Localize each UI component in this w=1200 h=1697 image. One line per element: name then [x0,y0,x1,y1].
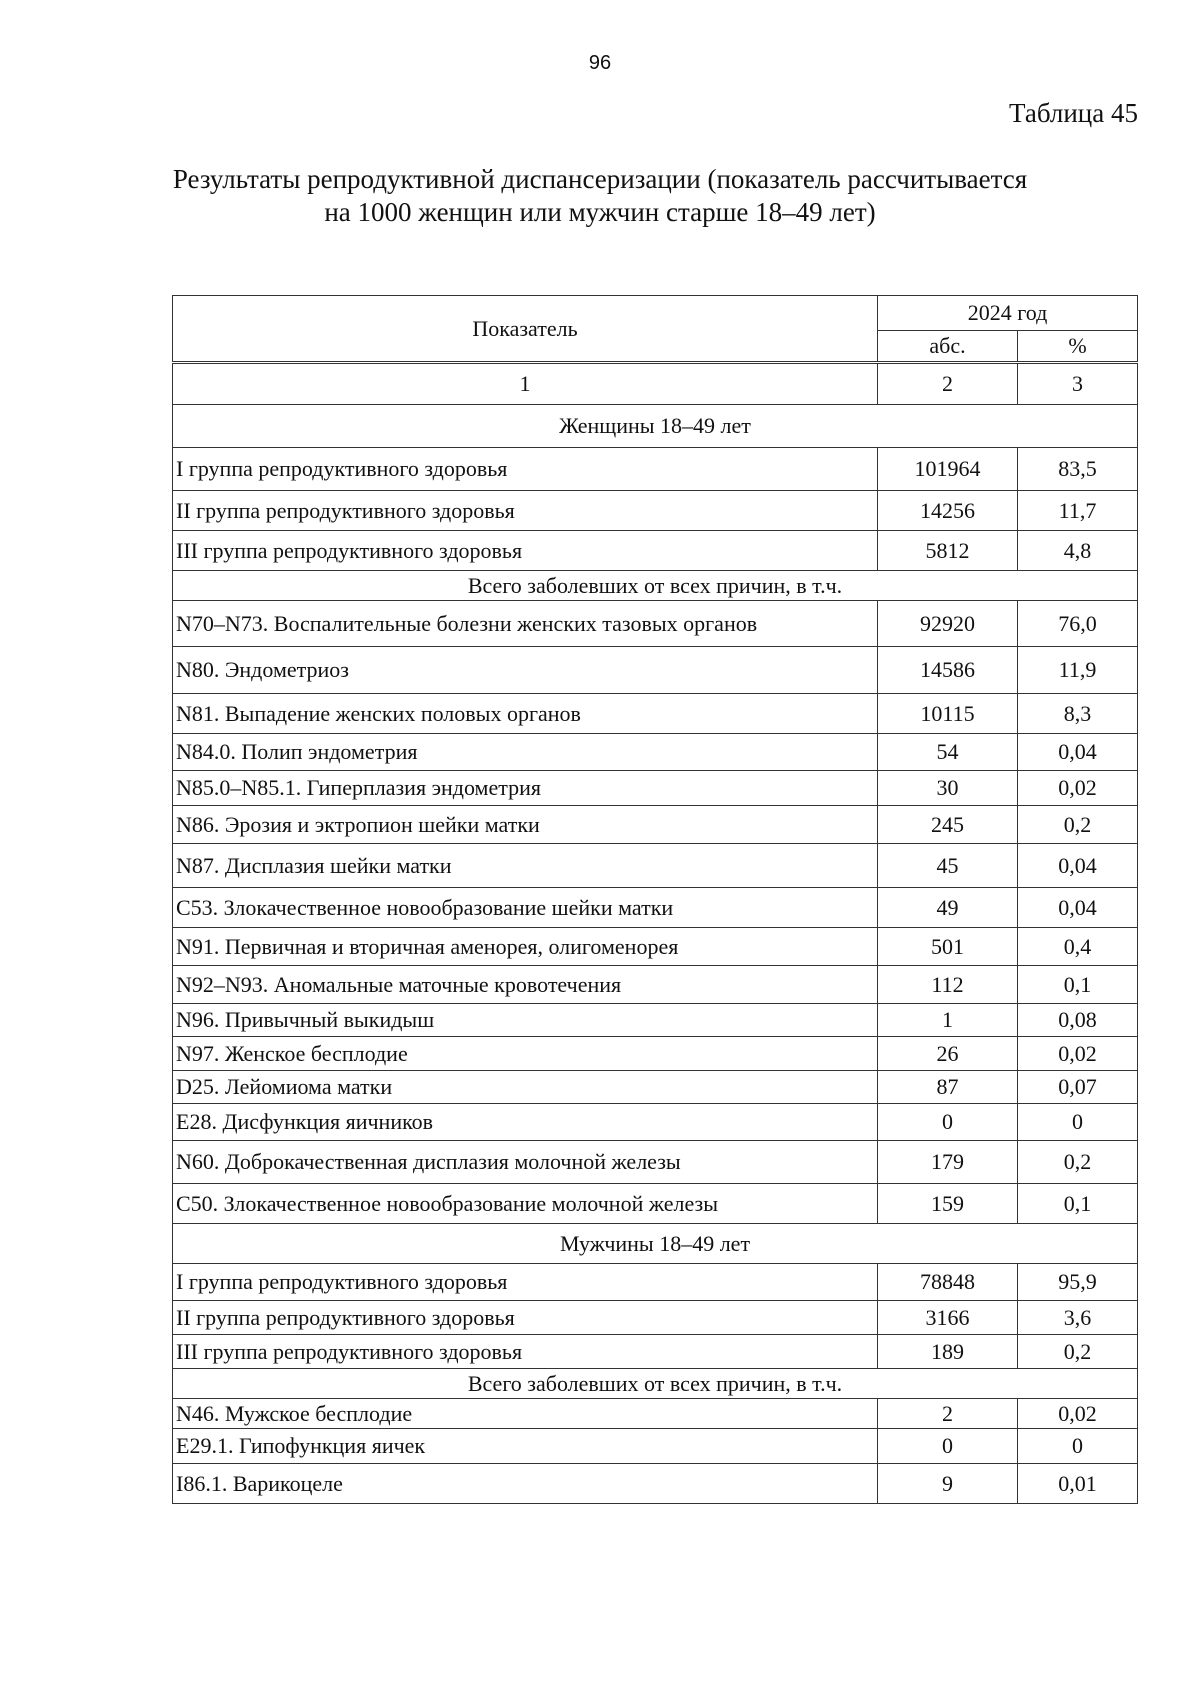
indicator-cell: N46. Мужское бесплодие [173,1399,878,1429]
abs-cell: 54 [878,734,1018,771]
table-row [173,888,1138,928]
pct-cell: 0,1 [1018,1184,1138,1224]
indicator-cell: N84.0. Полип эндометрия [173,734,878,771]
pct-cell: 0 [1018,1429,1138,1464]
indicator-cell: N96. Привычный выкидыш [173,1004,878,1037]
table-row [173,1037,1138,1071]
pct-cell: 0,2 [1018,806,1138,844]
indicator-cell: III группа репродуктивного здоровья [173,531,878,571]
indicator-cell: I группа репродуктивного здоровья [173,1264,878,1301]
pct-cell: 0,04 [1018,888,1138,928]
pct-cell: 76,0 [1018,601,1138,647]
pct-cell: 95,9 [1018,1264,1138,1301]
table-row [173,1429,1138,1464]
results-table [172,295,1138,1504]
abs-cell: 14256 [878,491,1018,531]
pct-cell: 8,3 [1018,694,1138,734]
table-title-line-1: Результаты репродуктивной диспансеризации (показатель рассчитывается [172,164,1028,194]
pct-cell: 0,07 [1018,1071,1138,1104]
abs-cell: 5812 [878,531,1018,571]
indicator-cell: I86.1. Варикоцеле [173,1464,878,1504]
pct-cell: 0,02 [1018,1037,1138,1071]
abs-cell: 87 [878,1071,1018,1104]
indicator-cell: N80. Эндометриоз [173,647,878,694]
pct-cell: 0,01 [1018,1464,1138,1504]
indicator-cell: N85.0–N85.1. Гиперплазия эндометрия [173,771,878,806]
table-row [173,1004,1138,1037]
indicator-cell: E29.1. Гипофункция яичек [173,1429,878,1464]
indicator-cell: III группа репродуктивного здоровья [173,1335,878,1369]
table-row [173,1301,1138,1335]
table-title-line-2: на 1000 женщин или мужчин старше 18–49 лет) [324,197,876,227]
abs-cell: 30 [878,771,1018,806]
women-diseases [173,601,1138,1224]
abs-cell: 501 [878,928,1018,966]
indicator-cell: C50. Злокачественное новообразование молочной железы [173,1184,878,1224]
abs-cell: 101964 [878,448,1018,491]
indicator-cell: II группа репродуктивного здоровья [173,491,878,531]
indicator-cell: I группа репродуктивного здоровья [173,448,878,491]
table-row [173,448,1138,491]
abs-cell: 179 [878,1141,1018,1184]
header-indicator: Показатель [173,296,878,363]
pct-cell: 0,2 [1018,1335,1138,1369]
abs-cell: 14586 [878,647,1018,694]
column-number-1: 1 [173,363,878,405]
pct-cell: 0,4 [1018,928,1138,966]
table-row [173,1141,1138,1184]
abs-cell: 26 [878,1037,1018,1071]
table-row [173,647,1138,694]
indicator-cell: N92–N93. Аномальные маточные кровотечения [173,966,878,1004]
table-row [173,1464,1138,1504]
table-row [173,928,1138,966]
pct-cell: 11,9 [1018,647,1138,694]
abs-cell: 189 [878,1335,1018,1369]
indicator-cell: C53. Злокачественное новообразование шейки матки [173,888,878,928]
table-row [173,966,1138,1004]
indicator-cell: D25. Лейомиома матки [173,1071,878,1104]
abs-cell: 0 [878,1429,1018,1464]
indicator-cell: N60. Доброкачественная дисплазия молочной железы [173,1141,878,1184]
abs-cell: 49 [878,888,1018,928]
header-pct: % [1018,331,1138,363]
table-row [173,1264,1138,1301]
table-row [173,771,1138,806]
column-number-3: 3 [1018,363,1138,405]
pct-cell: 0,02 [1018,1399,1138,1429]
men-diseases [173,1399,1138,1504]
indicator-cell: II группа репродуктивного здоровья [173,1301,878,1335]
pct-cell: 0,02 [1018,771,1138,806]
table-row [173,806,1138,844]
column-number-2: 2 [878,363,1018,405]
header-year: 2024 год [878,296,1138,331]
abs-cell: 45 [878,844,1018,888]
table-row [173,734,1138,771]
table-row [173,1071,1138,1104]
indicator-cell: N70–N73. Воспалительные болезни женских тазовых органов [173,601,878,647]
table-row [173,1184,1138,1224]
pct-cell: 0,2 [1018,1141,1138,1184]
indicator-cell: N81. Выпадение женских половых органов [173,694,878,734]
abs-cell: 1 [878,1004,1018,1037]
abs-cell: 112 [878,966,1018,1004]
pct-cell: 0,08 [1018,1004,1138,1037]
abs-cell: 3166 [878,1301,1018,1335]
pct-cell: 3,6 [1018,1301,1138,1335]
abs-cell: 78848 [878,1264,1018,1301]
subsection-men: Всего заболевших от всех причин, в т.ч. [173,1369,1138,1399]
abs-cell: 92920 [878,601,1018,647]
pct-cell: 83,5 [1018,448,1138,491]
abs-cell: 0 [878,1104,1018,1141]
pct-cell: 0,1 [1018,966,1138,1004]
table-title [150,163,1050,229]
table-row [173,694,1138,734]
subsection-women: Всего заболевших от всех причин, в т.ч. [173,571,1138,601]
table-row [173,1399,1138,1429]
header-abs: абс. [878,331,1018,363]
abs-cell: 10115 [878,694,1018,734]
women-groups [173,448,1138,571]
table-row [173,844,1138,888]
abs-cell: 245 [878,806,1018,844]
men-groups [173,1264,1138,1369]
indicator-cell: N86. Эрозия и эктропион шейки матки [173,806,878,844]
table-row [173,491,1138,531]
abs-cell: 9 [878,1464,1018,1504]
indicator-cell: N87. Дисплазия шейки матки [173,844,878,888]
table-row [173,1335,1138,1369]
abs-cell: 159 [878,1184,1018,1224]
indicator-cell: N97. Женское бесплодие [173,1037,878,1071]
pct-cell: 0,04 [1018,734,1138,771]
pct-cell: 0,04 [1018,844,1138,888]
pct-cell: 4,8 [1018,531,1138,571]
table-header [173,296,1138,405]
pct-cell: 0 [1018,1104,1138,1141]
table-row [173,1104,1138,1141]
table-row [173,601,1138,647]
pct-cell: 11,7 [1018,491,1138,531]
indicator-cell: E28. Дисфункция яичников [173,1104,878,1141]
section-men: Мужчины 18–49 лет [173,1224,1138,1264]
table-row [173,531,1138,571]
abs-cell: 2 [878,1399,1018,1429]
page-number: 96 [588,52,612,74]
indicator-cell: N91. Первичная и вторичная аменорея, олигоменорея [173,928,878,966]
section-women: Женщины 18–49 лет [173,405,1138,448]
table-label: Таблица 45 [1009,98,1138,128]
